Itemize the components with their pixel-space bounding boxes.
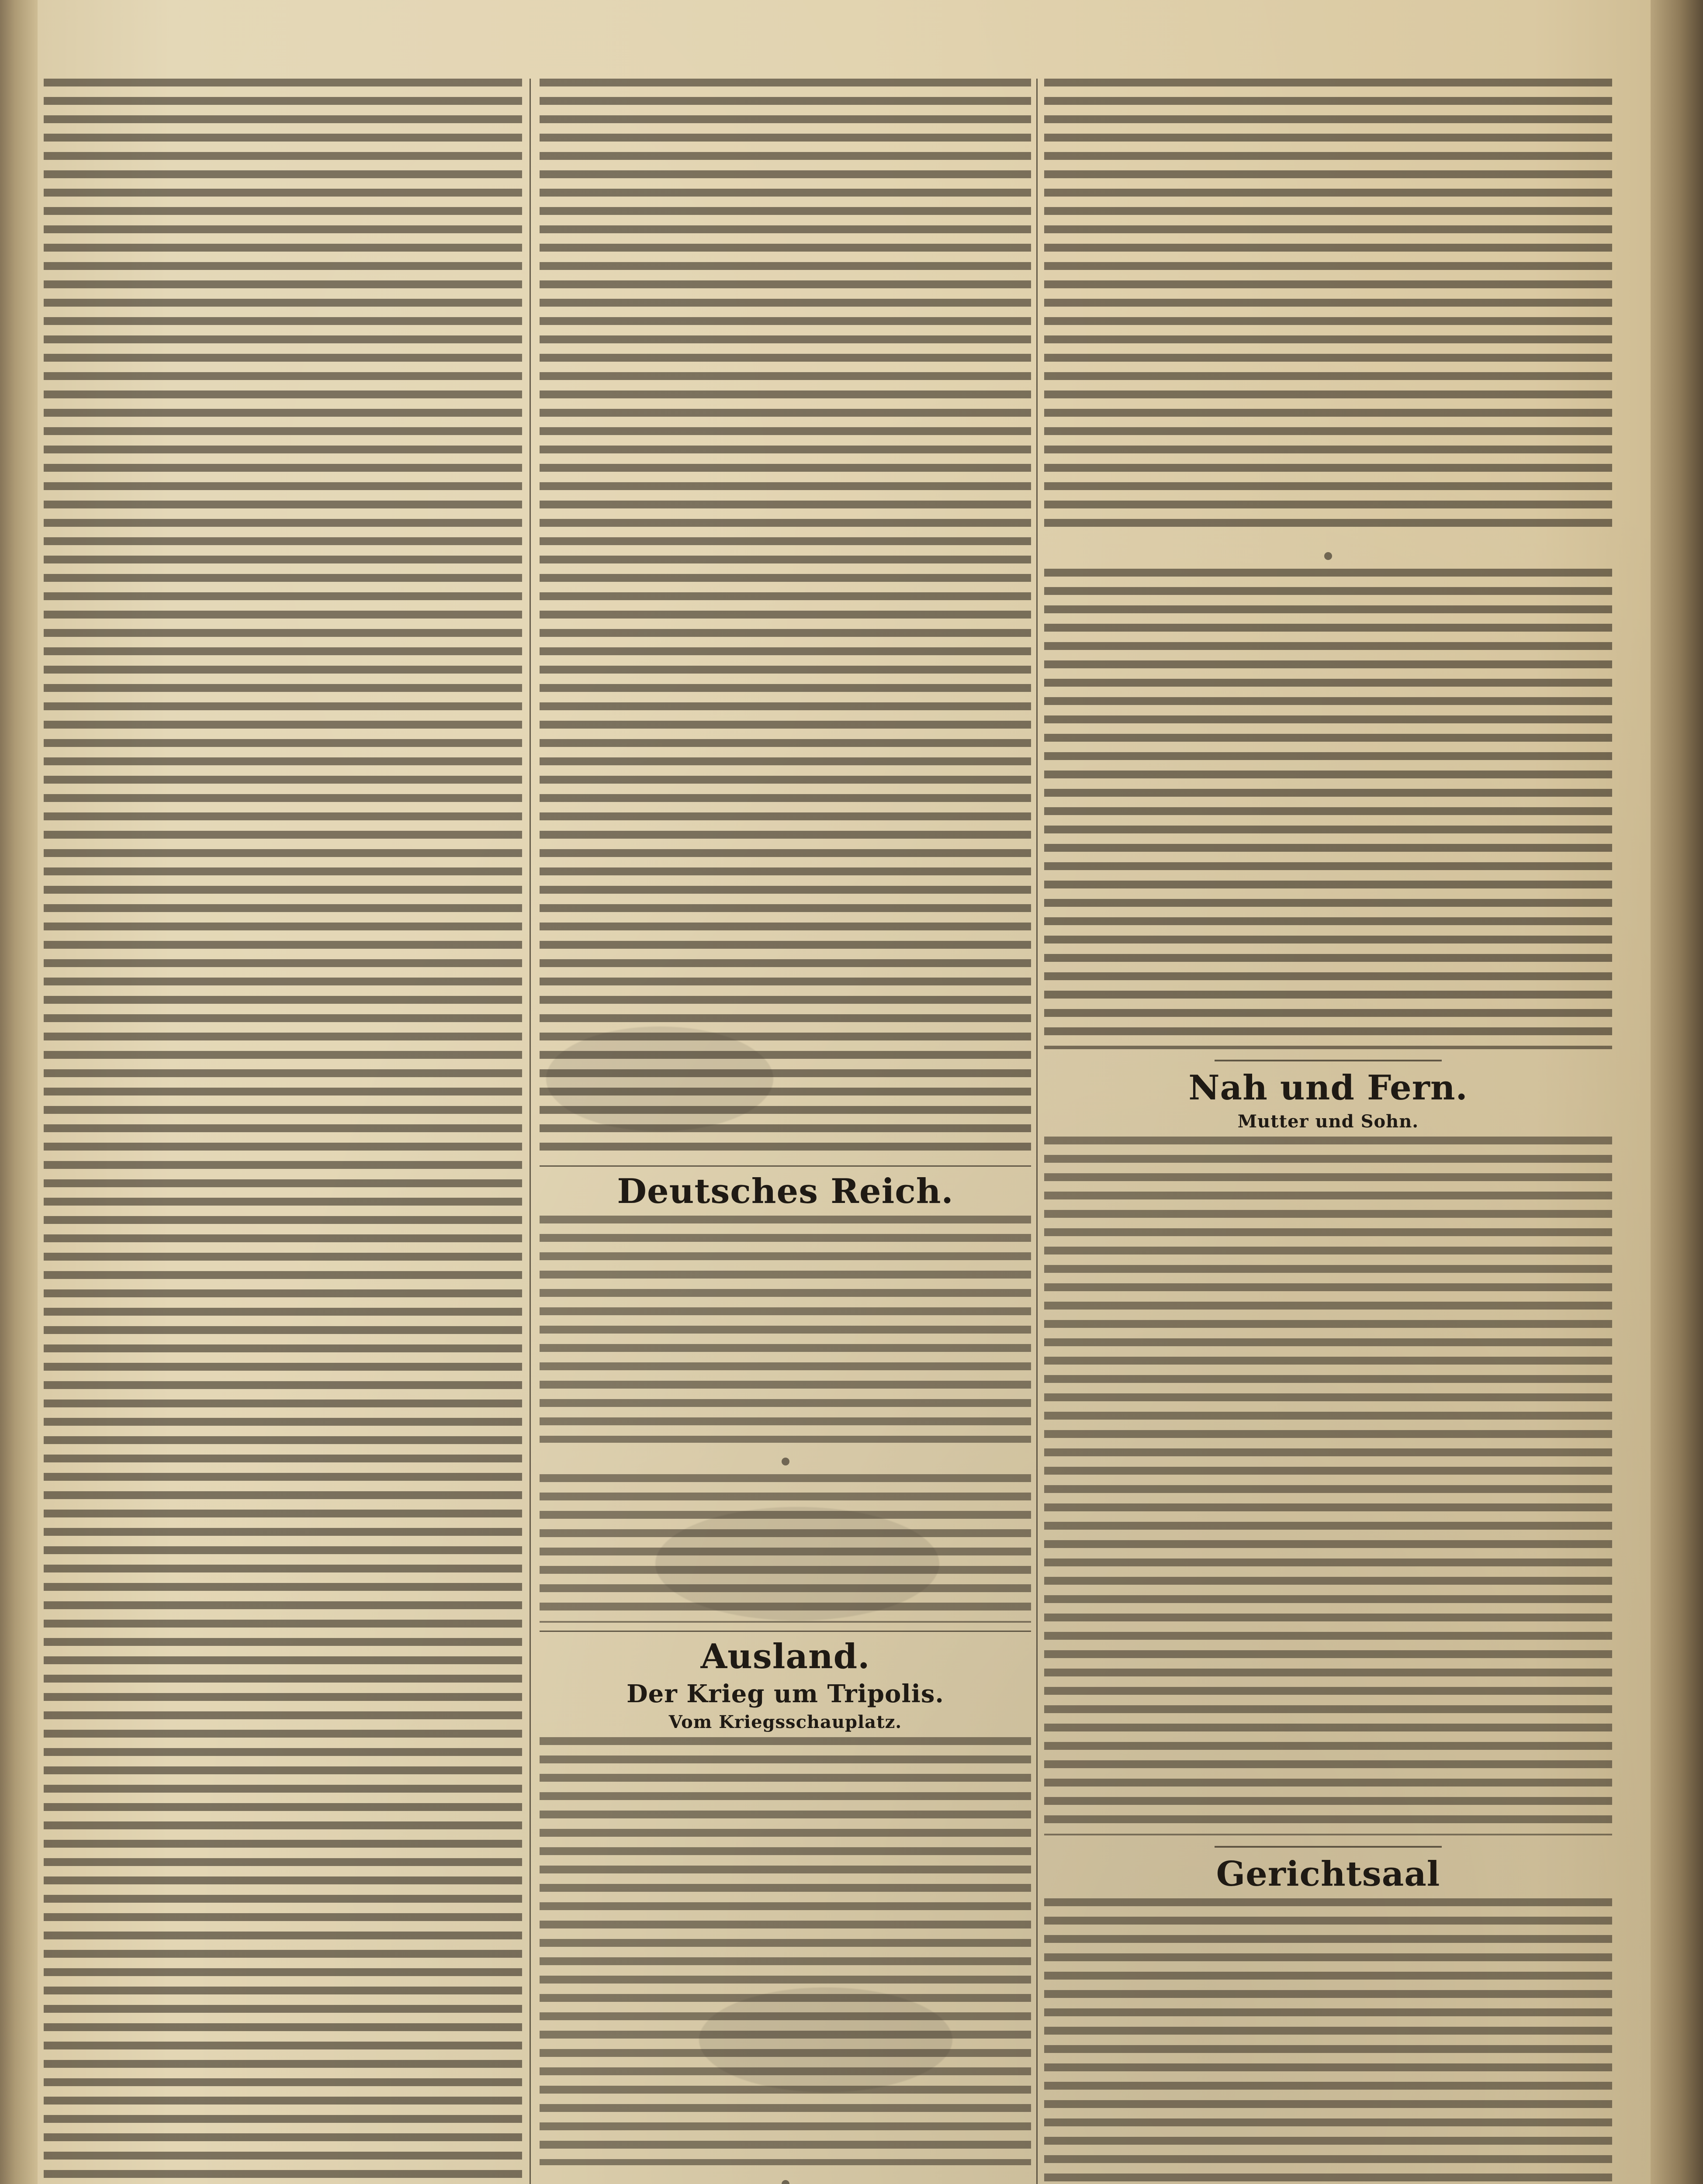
section-heading-gerichtsaal: Gerichtsaal bbox=[1216, 1854, 1440, 1894]
column-text bbox=[540, 79, 1031, 1158]
column-divider bbox=[1036, 79, 1038, 2184]
column-divider bbox=[530, 79, 531, 2184]
section-separator bbox=[1215, 1060, 1442, 1061]
section-subheading: Der Krieg um Tripolis. bbox=[627, 1679, 944, 1708]
section-kicker: Mutter und Sohn. bbox=[1237, 1111, 1419, 1132]
section-text bbox=[1044, 1137, 1612, 1835]
page-right-edge bbox=[1651, 0, 1703, 2184]
column-text bbox=[44, 79, 522, 2184]
section-text bbox=[540, 1216, 1031, 1443]
column-right bbox=[1044, 79, 1612, 2184]
section-separator bbox=[1215, 1846, 1442, 1848]
column-text bbox=[1044, 79, 1612, 537]
book-binding bbox=[0, 0, 38, 2184]
section-kicker: Vom Kriegsschauplatz. bbox=[668, 1712, 902, 1733]
column-text bbox=[1044, 569, 1612, 1049]
section-text bbox=[1044, 1898, 1612, 2184]
section-heading-nah-und-fern: Nah und Fern. bbox=[1188, 1068, 1468, 1108]
column-middle bbox=[540, 79, 1031, 2184]
section-heading-ausland: Ausland. bbox=[700, 1636, 870, 1676]
section-rule bbox=[540, 1165, 1031, 1167]
star-separator bbox=[540, 1453, 1031, 1466]
star-separator bbox=[540, 2176, 1031, 2184]
newspaper-page bbox=[44, 79, 1625, 2184]
column-left bbox=[44, 79, 522, 2184]
section-heading-deutsches-reich: Deutsches Reich. bbox=[617, 1171, 954, 1211]
section-rule bbox=[540, 1631, 1031, 1632]
star-separator bbox=[1044, 548, 1612, 561]
section-text bbox=[540, 1474, 1031, 1623]
section-text bbox=[540, 1737, 1031, 2165]
